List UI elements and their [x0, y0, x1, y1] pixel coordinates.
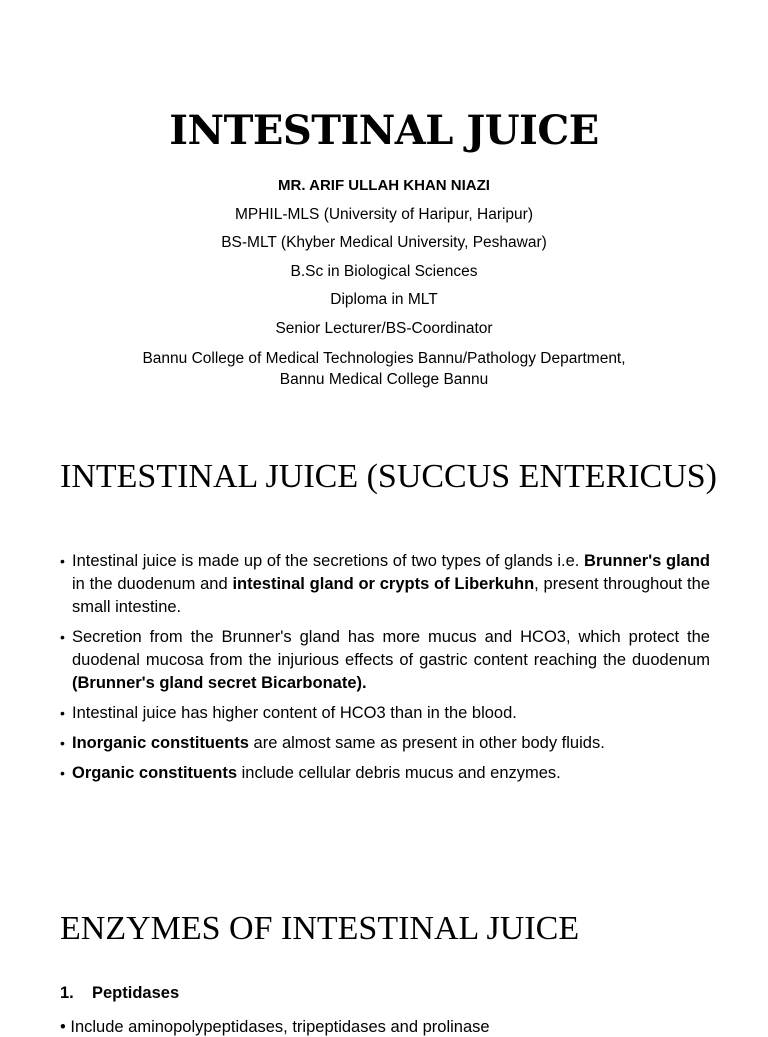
- bullet-bold-text: Organic constituents: [72, 764, 238, 782]
- list-item: [60, 550, 710, 619]
- partially-visible-bullet: [60, 1018, 490, 1037]
- credential-bsc: B.Sc in Biological Sciences: [290, 262, 478, 280]
- institution-line-1: Bannu College of Medical Technologies Bannu/Pathology Department,: [142, 349, 626, 367]
- bullet-bold-text: (Brunner's gland secret Bicarbonate).: [72, 674, 367, 692]
- institution: [0, 348, 768, 390]
- bullet-bold-text: Inorganic constituents: [72, 734, 249, 752]
- bullet-icon: •: [60, 553, 65, 569]
- bullet-text: , present throughout the small intestine.: [72, 575, 710, 616]
- author-name: MR. ARIF ULLAH KHAN NIAZI: [278, 177, 490, 194]
- list-item: [60, 626, 710, 695]
- list-item: [60, 762, 710, 785]
- list-item: [60, 732, 710, 755]
- institution-line-2: Bannu Medical College Bannu: [279, 370, 489, 388]
- bullet-text: Intestinal juice is made up of the secretions of two types of glands i.e.: [72, 552, 585, 570]
- bullet-text: Include aminopolypeptidases, tripeptidases and prolinase: [70, 1018, 490, 1036]
- bullet-text: Intestinal juice has higher content of HCO3 than in the blood.: [72, 704, 517, 722]
- item-number: 1.: [60, 984, 74, 1002]
- presentation-title: INTESTINAL JUICE: [169, 107, 599, 154]
- credential-diploma: Diploma in MLT: [330, 291, 438, 309]
- bullet-bold-text: intestinal gland or crypts of Liberkuhn: [232, 575, 535, 593]
- list-item: [60, 702, 710, 725]
- slide-title: ENZYMES OF INTESTINAL JUICE: [60, 910, 580, 947]
- slide-title: INTESTINAL JUICE (SUCCUS ENTERICUS): [60, 458, 718, 495]
- bullet-text: include cellular debris mucus and enzymes.: [237, 764, 561, 782]
- item-label: Peptidases: [92, 984, 180, 1002]
- numbered-item: [60, 984, 179, 1003]
- bullet-icon: •: [60, 705, 65, 721]
- bullet-text: are almost same as present in other body fluids.: [248, 734, 605, 752]
- enzymes-slide: [0, 860, 768, 1036]
- author-position: Senior Lecturer/BS-Coordinator: [275, 319, 493, 337]
- credential-mphil: MPHIL-MLS (University of Haripur, Haripur): [234, 205, 533, 223]
- intestinal-juice-slide: [0, 430, 768, 860]
- author-block: [0, 172, 768, 390]
- bullet-list: [60, 550, 710, 792]
- bullet-icon: •: [60, 765, 65, 781]
- bullet-bold-text: Brunner's gland: [584, 552, 710, 570]
- bullet-text: Secretion from the Brunner's gland has more mucus and HCO3, which protect the duodenal mucosa from the injurious effects of gastric content reaching the duodenum: [72, 628, 710, 669]
- bullet-text: in the duodenum and: [72, 575, 233, 593]
- bullet-icon: •: [60, 735, 65, 751]
- title-slide: [0, 0, 768, 430]
- credential-bsmlt: BS-MLT (Khyber Medical University, Peshawar): [221, 234, 547, 252]
- bullet-icon: •: [60, 629, 65, 645]
- bullet-icon: •: [60, 1018, 66, 1036]
